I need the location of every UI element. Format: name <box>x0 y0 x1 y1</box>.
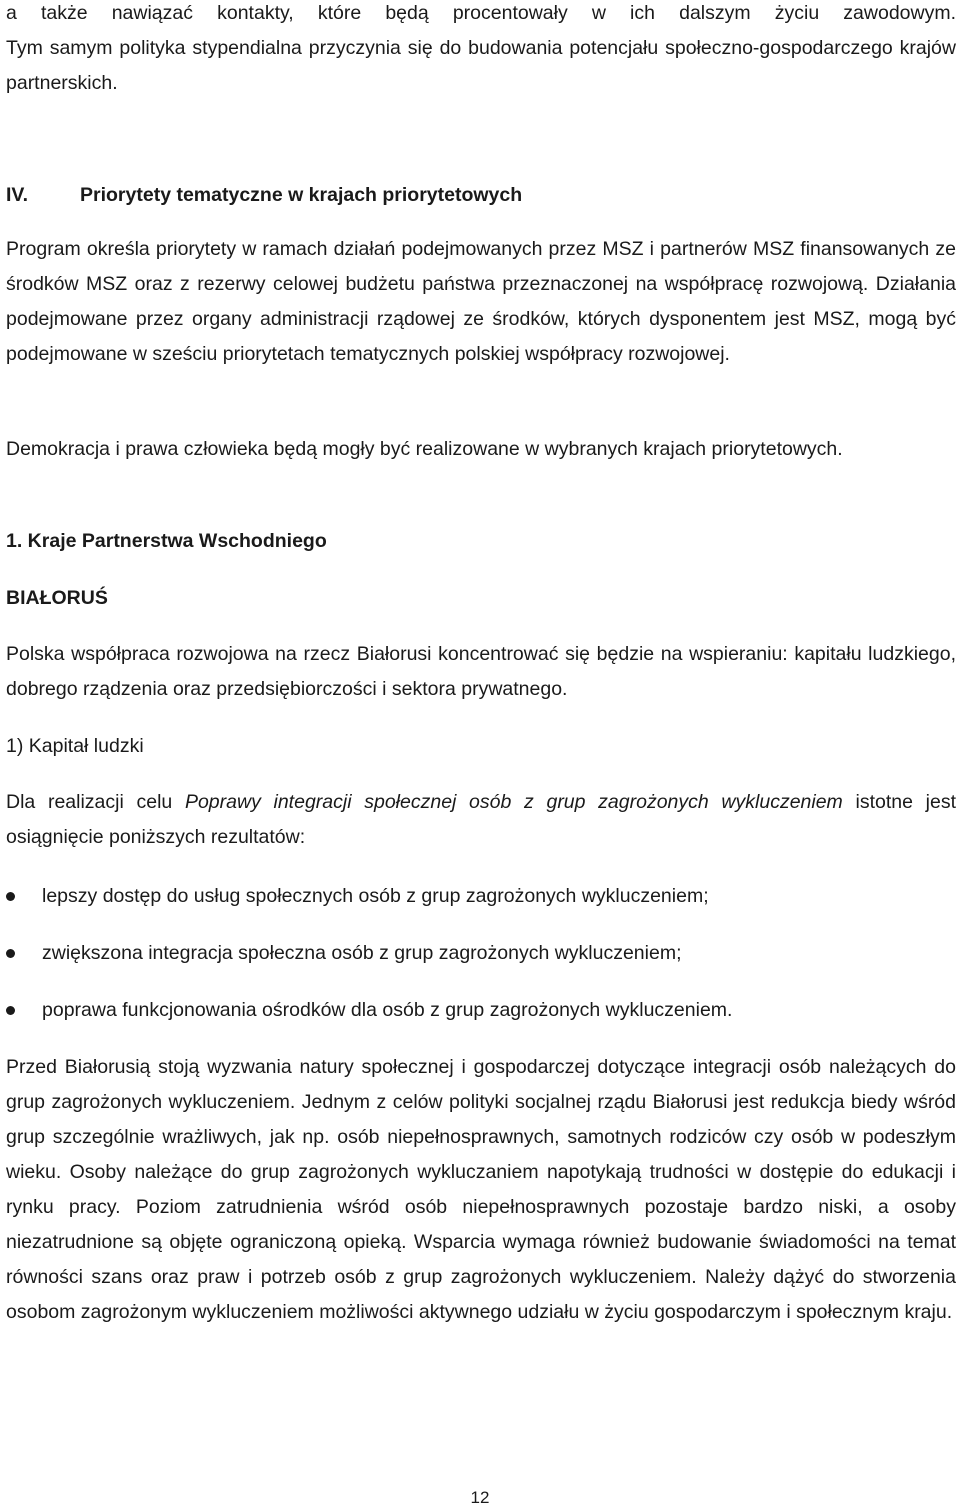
section-number: IV. <box>6 184 29 206</box>
goal-text-after: istotne jest osiągnięcie poniższych rezultatów: <box>6 791 956 848</box>
list-item-text: poprawa funkcjonowania ośrodków dla osób z grup zagrożonych wykluczeniem. <box>42 999 733 1021</box>
heading-human-capital: 1) Kapitał ludzki <box>6 735 144 757</box>
list-item <box>6 879 956 914</box>
list-item <box>6 993 956 1028</box>
results-list <box>6 879 956 1050</box>
paragraph-program-priorities: Program określa priorytety w ramach działań podejmowanych przez MSZ i partnerów MSZ finansowanych ze środków MSZ oraz z rezerwy celowej budżetu państwa przeznaczonej na współpracę rozwojową. Działania podejmowane przez organy administracji rządowej ze środków, których dysponentem jest MSZ, mogą być podejmowane w sześciu priorytetach tematycznych polskiej współpracy rozwojowej. <box>6 238 956 365</box>
section-heading <box>6 178 956 213</box>
heading-eastern-partnership: 1. Kraje Partnerstwa Wschodniego <box>6 530 327 552</box>
list-item <box>6 936 956 971</box>
bullet-icon <box>6 949 15 958</box>
bullet-icon <box>6 1006 15 1015</box>
paragraph-belarus-focus: Polska współpraca rozwojowa na rzecz Białorusi koncentrować się będzie na wspieraniu: kapitału ludzkiego, dobrego rządzenia oraz przedsiębiorczości i sektora prywatnego. <box>6 643 956 700</box>
intro-line-rest: Tym samym polityka stypendialna przyczynia się do budowania potencjału społeczno-gospodarczego krajów partnerskich. <box>6 37 956 94</box>
intro-paragraph <box>6 0 956 101</box>
goal-text-before: Dla realizacji celu <box>6 791 185 813</box>
paragraph-goal <box>6 785 956 855</box>
page-number: 12 <box>470 1488 490 1507</box>
list-item-text: lepszy dostęp do usług społecznych osób z grup zagrożonych wykluczeniem; <box>42 885 709 907</box>
section-title: Priorytety tematyczne w krajach priorytetowych <box>80 184 523 206</box>
paragraph-belarus-challenges: Przed Białorusią stoją wyzwania natury społecznej i gospodarczej dotyczące integracji osób należących do grup zagrożonych wykluczeniem. Jednym z celów polityki socjalnej rządu Białorusi jest redukcja biedy wśród grup szczególnie wrażliwych, jak np. osób niepełnosprawnych, samotnych rodziców czy osób w podeszłym wieku. Osoby należące do grup zagrożonych wykluczaniem napotykają trudności w dostępie do edukacji i rynku pracy. Poziom zatrudnienia wśród osób niepełnosprawnych pozostaje bardzo niski, a osoby niezatrudnione są objęte ograniczoną opieką. Wsparcia wymaga również budowanie świadomości na temat równości szans oraz praw i potrzeb osób z grup zagrożonych wykluczeniem. Należy dążyć do stworzenia osobom zagrożonym wykluczeniem możliwości aktywnego udziału w życiu gospodarczym i społecznym kraju. <box>6 1056 956 1323</box>
bullet-icon <box>6 892 15 901</box>
list-item-text: zwiększona integracja społeczna osób z grup zagrożonych wykluczeniem; <box>42 942 682 964</box>
intro-line-1: a także nawiązać kontakty, które będą procentowały w ich dalszym życiu zawodowym. <box>6 2 956 24</box>
heading-country: BIAŁORUŚ <box>6 587 108 609</box>
paragraph-democracy: Demokracja i prawa człowieka będą mogły być realizowane w wybranych krajach priorytetowych. <box>6 438 843 460</box>
goal-text-italic: Poprawy integracji społecznej osób z grup zagrożonych wykluczeniem <box>184 791 843 813</box>
